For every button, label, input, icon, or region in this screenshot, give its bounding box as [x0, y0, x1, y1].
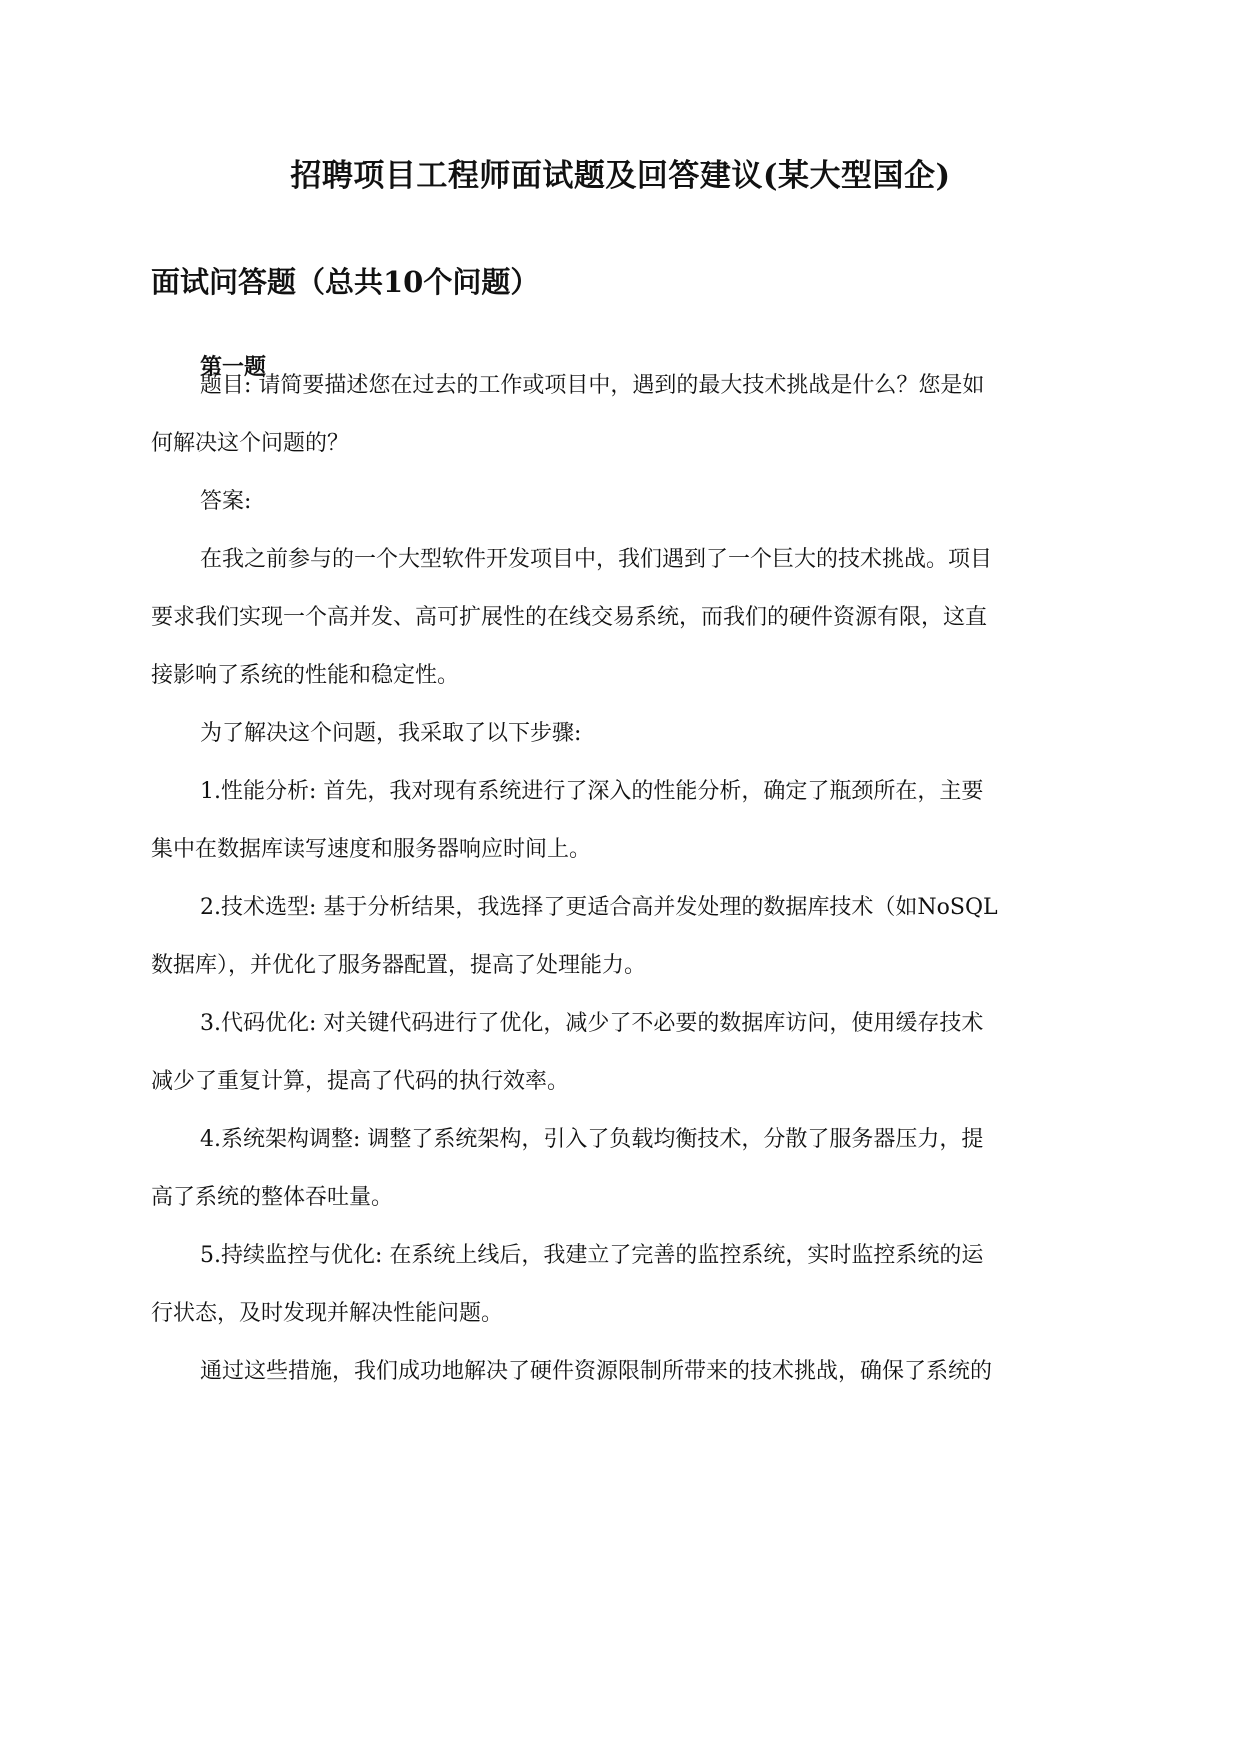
step-3-line-1: 3.代码优化: 对关键代码进行了优化，减少了不必要的数据库访问，使用缓存技术: [200, 1011, 984, 1036]
step-5-line-1: 5.持续监控与优化: 在系统上线后，我建立了完善的监控系统，实时监控系统的运: [200, 1243, 984, 1268]
conclusion-line-1: 通过这些措施，我们成功地解决了硬件资源限制所带来的技术挑战，确保了系统的: [200, 1359, 993, 1384]
answer-paragraph-2-line-1: 为了解决这个问题，我采取了以下步骤:: [200, 721, 582, 746]
step-2-line-1: 2.技术选型: 基于分析结果，我选择了更适合高并发处理的数据库技术（如NoSQL: [200, 895, 998, 920]
step-4-line-1: 4.系统架构调整: 调整了系统架构，引入了负载均衡技术，分散了服务器压力，提: [200, 1127, 984, 1152]
question-text-line-1: 题目: 请简要描述您在过去的工作或项目中，遇到的最大技术挑战是什么？您是如: [200, 373, 985, 398]
answer-paragraph-1-line-2: 要求我们实现一个高并发、高可扩展性的在线交易系统，而我们的硬件资源有限，这直: [151, 605, 988, 630]
answer-label: 答案:: [200, 489, 252, 514]
step-1-line-2: 集中在数据库读写速度和服务器响应时间上。: [151, 837, 592, 862]
step-4-line-2: 高了系统的整体吞吐量。: [151, 1185, 394, 1210]
section-title: 面试问答题（总共10个问题）: [151, 265, 540, 299]
document-title: 招聘项目工程师面试题及回答建议(某大型国企): [290, 158, 951, 194]
question-heading: 第一题: [200, 354, 267, 380]
answer-paragraph-1-line-1: 在我之前参与的一个大型软件开发项目中，我们遇到了一个巨大的技术挑战。项目: [200, 547, 993, 572]
question-text-line-2: 何解决这个问题的？: [151, 431, 350, 456]
answer-paragraph-1-line-3: 接影响了系统的性能和稳定性。: [151, 663, 460, 688]
step-2-line-2: 数据库），并优化了服务器配置，提高了处理能力。: [151, 953, 647, 978]
step-1-line-1: 1.性能分析: 首先，我对现有系统进行了深入的性能分析，确定了瓶颈所在，主要: [200, 779, 984, 804]
step-5-line-2: 行状态，及时发现并解决性能问题。: [151, 1301, 504, 1326]
step-3-line-2: 减少了重复计算，提高了代码的执行效率。: [151, 1069, 570, 1094]
